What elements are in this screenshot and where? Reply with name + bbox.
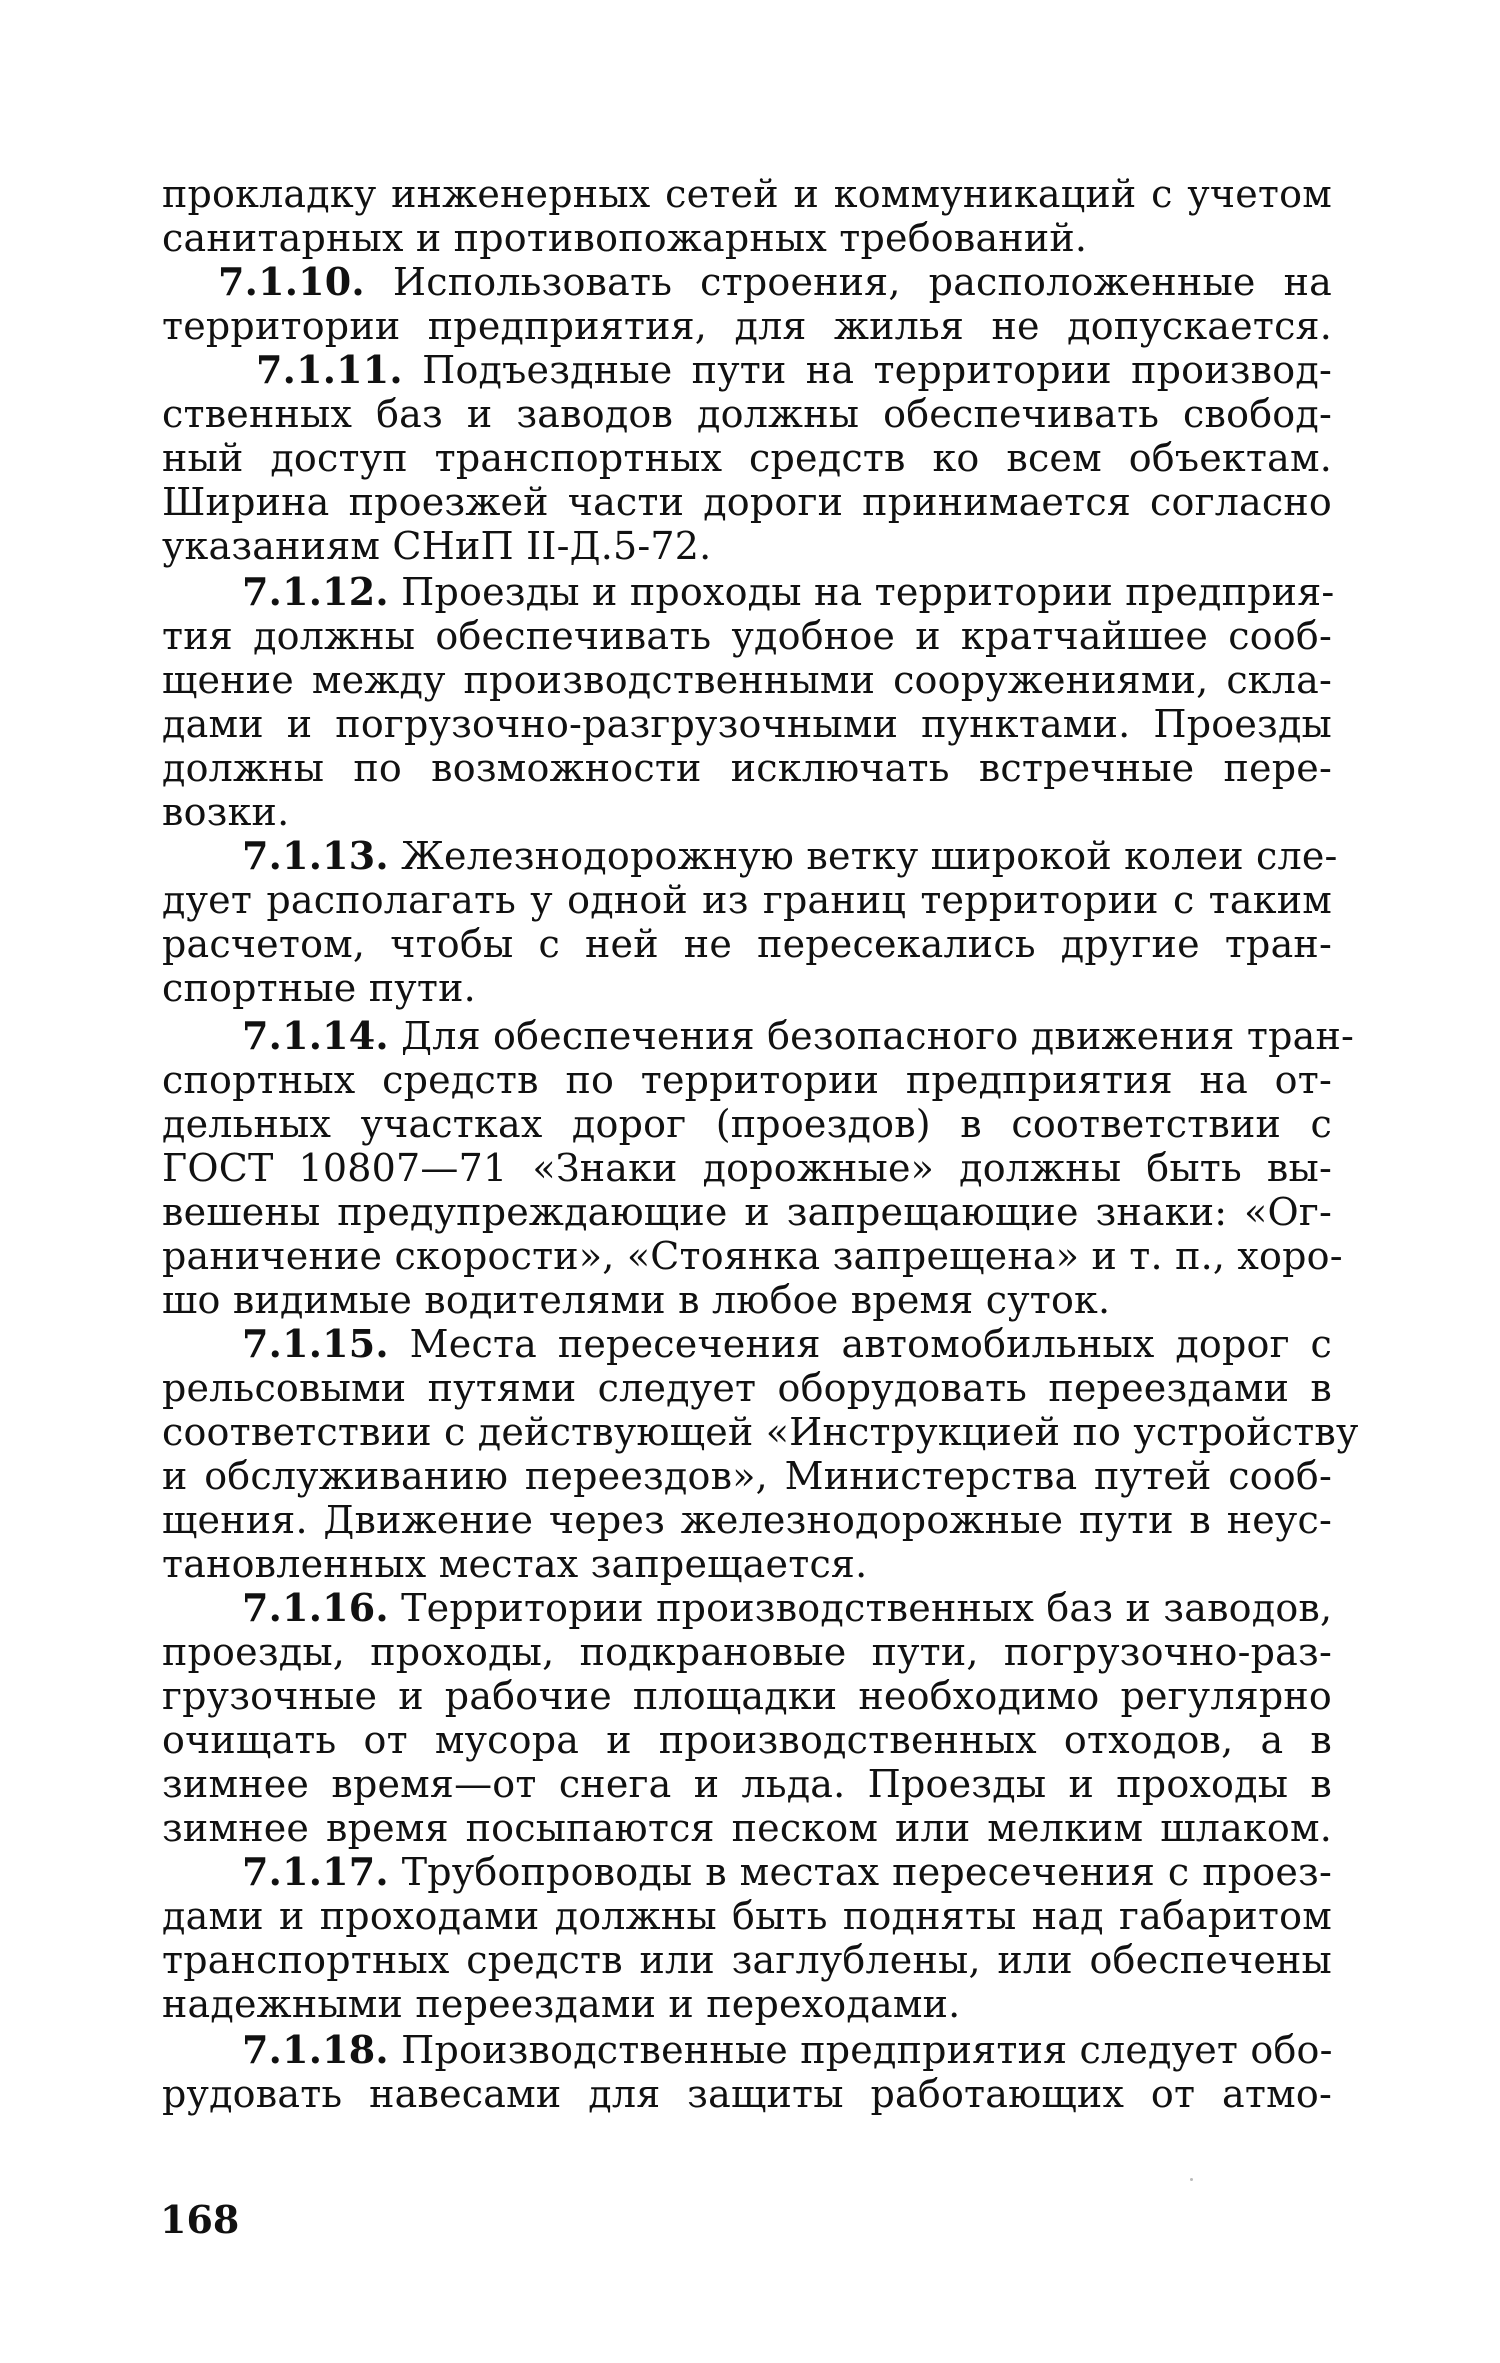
text-line: проезды, проходы, подкрановые пути, погрузочно-раз-	[162, 1630, 1332, 1674]
text-line: Ширина проезжей части дороги принимается согласно	[162, 480, 1332, 524]
clause-number: 7.1.11.	[256, 347, 403, 392]
text-line: Проезды и проходы на территории предприя-	[401, 570, 1335, 614]
text-line: Железнодорожную ветку широкой колеи сле-	[401, 834, 1338, 878]
text-line: дует располагать у одной из границ территории с таким	[162, 878, 1332, 922]
text-line: спортные пути.	[162, 966, 476, 1010]
text-line: и обслуживанию переездов», Министерства путей сооб-	[162, 1454, 1332, 1498]
clause-number: 7.1.16.	[242, 1585, 389, 1630]
clause-number: 7.1.13.	[242, 833, 389, 878]
text-line: дами и проходами должны быть подняты над габаритом	[162, 1894, 1332, 1938]
clause-7-1-10	[218, 260, 1332, 304]
text-line: дами и погрузочно-разгрузочными пунктами. Проезды	[162, 702, 1332, 746]
clause-number: 7.1.14.	[242, 1013, 389, 1058]
clause-number: 7.1.17.	[242, 1849, 389, 1894]
text-line: должны по возможности исключать встречные пере-	[162, 746, 1332, 790]
clause-7-1-12	[242, 569, 1335, 614]
clause-7-1-18	[242, 2028, 1332, 2072]
text-line: щения. Движение через железнодорожные пути в неус-	[162, 1498, 1332, 1542]
text-line: возки.	[162, 790, 290, 834]
text-line: Места пересечения автомобильных дорог с	[409, 1322, 1332, 1366]
text-line: расчетом, чтобы с ней не пересекались другие тран-	[162, 922, 1332, 966]
text-line: Территории производственных баз и заводов,	[401, 1586, 1333, 1630]
text-line: тия должны обеспечивать удобное и кратчайшее сооб-	[162, 614, 1332, 658]
text-line: прокладку инженерных сетей и коммуникаций с учетом	[162, 172, 1332, 216]
text-line: соответствии с действующей «Инструкцией по устройству	[162, 1410, 1359, 1454]
text-line: Подъездные пути на территории производ-	[422, 348, 1332, 392]
clause-number: 7.1.10.	[218, 259, 365, 304]
text-line: тановленных местах запрещается.	[162, 1542, 868, 1586]
clause-7-1-14	[242, 1013, 1355, 1058]
text-line: шо видимые водителями в любое время суток.	[162, 1278, 1111, 1322]
text-line: Производственные предприятия следует обо-	[401, 2028, 1333, 2072]
text-line: рудовать навесами для защиты работающих от атмо-	[162, 2072, 1332, 2116]
text-line: спортных средств по территории предприятия на от-	[162, 1058, 1332, 1102]
text-line: раничение скорости», «Стоянка запрещена» и т. п., хоро-	[162, 1234, 1343, 1278]
text-line: ГОСТ 10807—71 «Знаки дорожные» должны быть вы-	[162, 1146, 1332, 1190]
text-line: санитарных и противопожарных требований.	[162, 216, 1088, 260]
clause-7-1-15	[242, 1322, 1332, 1366]
text-line: территории предприятия, для жилья не допускается.	[162, 304, 1332, 348]
text-line: очищать от мусора и производственных отходов, а в	[162, 1718, 1332, 1762]
page-number: 168	[160, 2197, 240, 2242]
scan-speck	[1190, 2178, 1193, 2181]
text-line: ный доступ транспортных средств ко всем объектам.	[162, 436, 1332, 480]
text-line: зимнее время посыпаются песком или мелким шлаком.	[162, 1806, 1332, 1850]
clause-number: 7.1.12.	[242, 569, 389, 614]
text-line: указаниям СНиП II-Д.5-72.	[162, 524, 712, 568]
clause-7-1-13	[242, 833, 1338, 878]
text-line: транспортных средств или заглублены, или обеспечены	[162, 1938, 1332, 1982]
clause-7-1-16	[242, 1586, 1332, 1630]
text-line: ственных баз и заводов должны обеспечивать свобод-	[162, 392, 1332, 436]
text-line: дельных участках дорог (проездов) в соответствии с	[162, 1102, 1332, 1146]
clause-number: 7.1.15.	[242, 1321, 389, 1366]
clause-7-1-11	[256, 348, 1332, 392]
text-line: Использовать строения, расположенные на	[392, 260, 1332, 304]
text-line: Для обеспечения безопасного движения тран-	[401, 1014, 1355, 1058]
clause-7-1-17	[242, 1850, 1332, 1894]
text-line: рельсовыми путями следует оборудовать переездами в	[162, 1366, 1332, 1410]
text-line: грузочные и рабочие площадки необходимо регулярно	[162, 1674, 1332, 1718]
text-line: вешены предупреждающие и запрещающие знаки: «Ог-	[162, 1190, 1332, 1234]
text-line: щение между производственными сооружениями, скла-	[162, 658, 1332, 702]
text-line: надежными переездами и переходами.	[162, 1982, 961, 2026]
text-line: Трубопроводы в местах пересечения с проез-	[401, 1850, 1333, 1894]
clause-number: 7.1.18.	[242, 2027, 389, 2072]
text-line: зимнее время—от снега и льда. Проезды и проходы в	[162, 1762, 1332, 1806]
